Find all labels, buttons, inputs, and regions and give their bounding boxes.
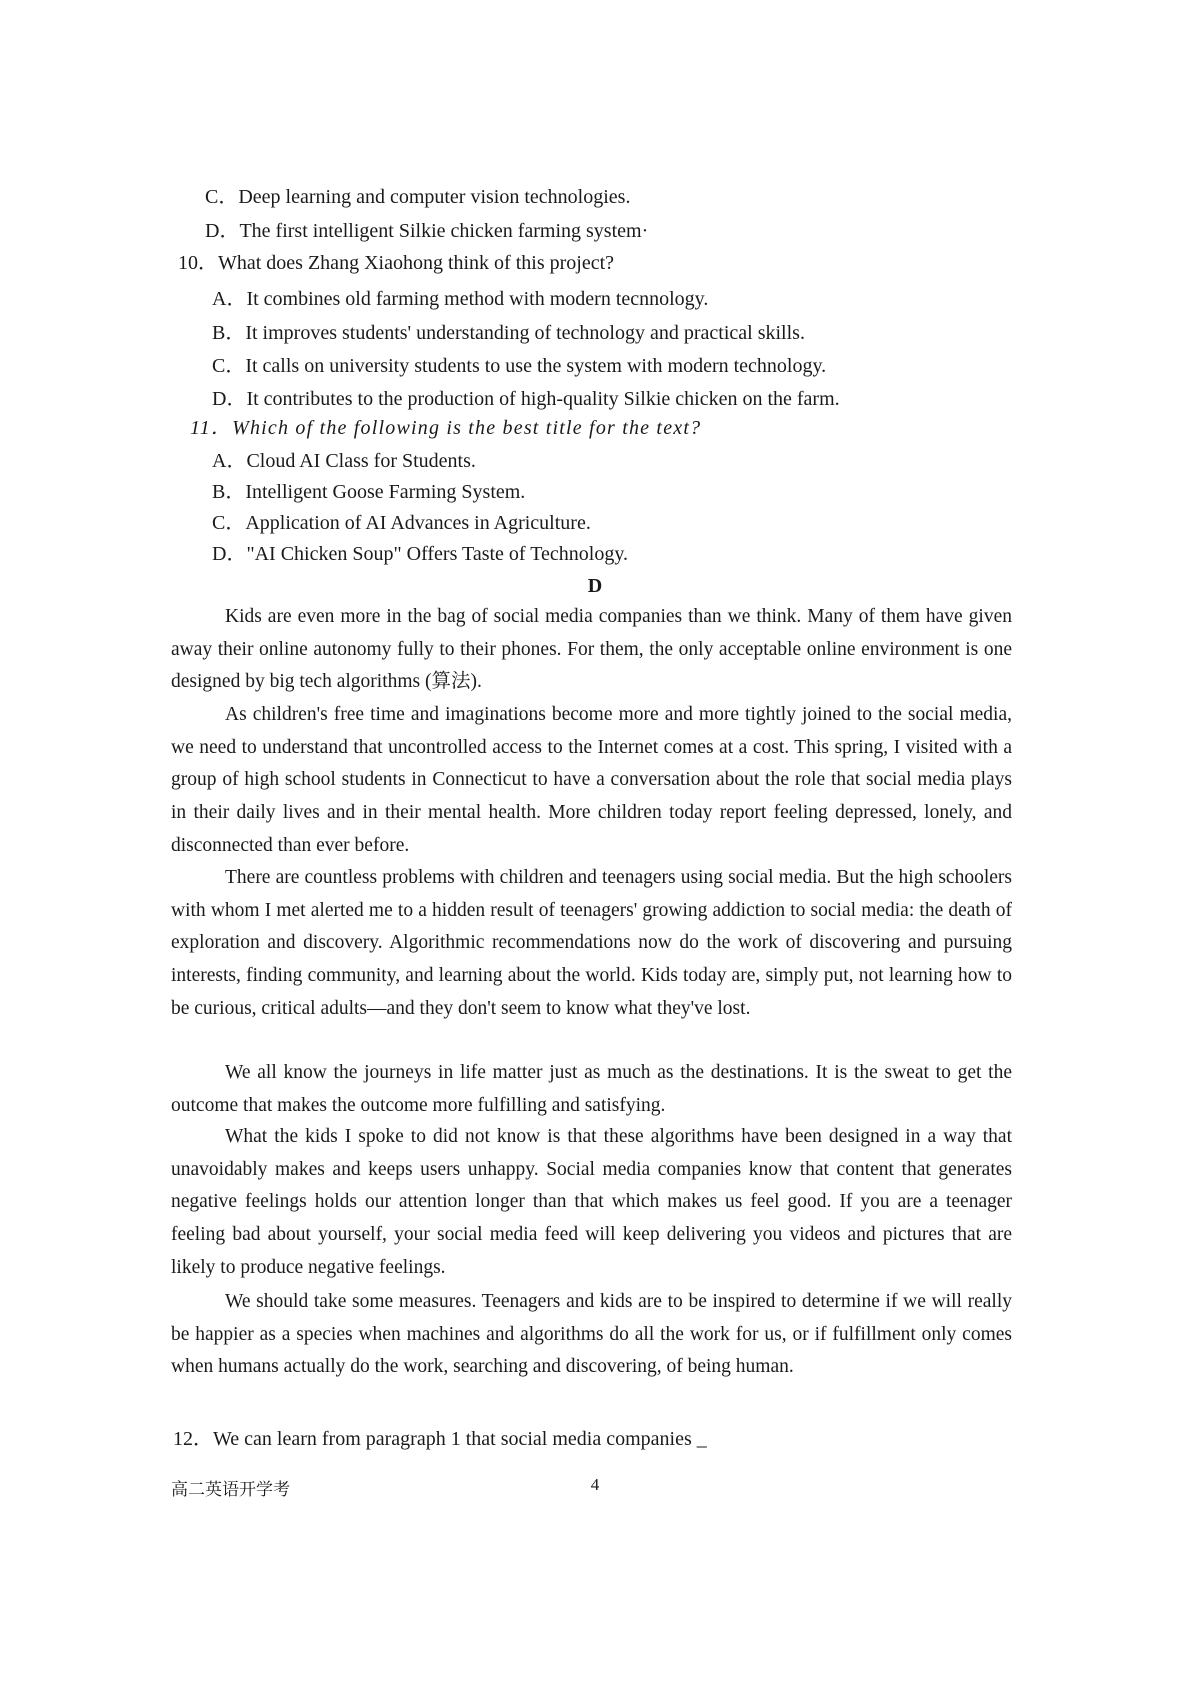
q11-option-c: C．Application of AI Advances in Agriculture. xyxy=(212,512,591,534)
passage-paragraph-5: What the kids I spoke to did not know is that these algorithms have been designed in a way that unavoidably makes and keeps users unhappy. Social media companies know that content that generates negative feelings holds our attention longer than that which makes us feel good. If you are a teenager feeling bad about yourself, your social media feed will keep delivering you videos and pictures that are likely to produce negative feelings. xyxy=(171,1126,1012,1278)
q10-option-d: D．It contributes to the production of high-quality Silkie chicken on the farm. xyxy=(212,388,840,410)
footer-exam-name: 高二英语开学考 xyxy=(171,1480,290,1499)
section-d-heading: D xyxy=(587,575,603,597)
q10-option-c: C．It calls on university students to use the system with modern technology. xyxy=(212,355,827,377)
q10-option-a: A．It combines old farming method with modern tecnnology. xyxy=(212,288,709,310)
passage-paragraph-6: We should take some measures. Teenagers and kids are to be inspired to determine if we will really be happier as a species when machines and algorithms do all the work for us, or if fulfillment only comes when humans actually do the work, searching and discovering, of being human. xyxy=(171,1291,1012,1378)
q12-stem: 12．We can learn from paragraph 1 that social media companies _ xyxy=(173,1428,707,1450)
passage-paragraph-4: We all know the journeys in life matter just as much as the destinations. It is the sweat to get the outcome that makes the outcome more fulfilling and satisfying. xyxy=(171,1062,1012,1116)
q10-option-b: B．It improves students' understanding of technology and practical skills. xyxy=(212,322,805,344)
q11-stem: 11．Which of the following is the best title for the text? xyxy=(190,417,702,439)
q11-option-d: D．"AI Chicken Soup" Offers Taste of Technology. xyxy=(212,543,629,565)
q11-option-a: A．Cloud AI Class for Students. xyxy=(212,450,476,472)
passage-paragraph-3: There are countless problems with children and teenagers using social media. But the high schoolers with whom I met alerted me to a hidden result of teenagers' growing addiction to social media: the death of exploration and discovery. Algorithmic recommendations now do the work of discovering and pursuing interests, finding community, and learning about the world. Kids today are, simply put, not learning how to be curious, critical adults—and they don't seem to know what they've lost. xyxy=(171,867,1012,1019)
passage-paragraph-2: As children's free time and imaginations become more and more tightly joined to the social media, we need to understand that uncontrolled access to the Internet comes at a cost. This spring, I visited with a group of high school students in Connecticut to have a conversation about the role that social media plays in their daily lives and in their mental health. More children today report feeling depressed, lonely, and disconnected than ever before. xyxy=(171,704,1012,856)
q11-option-b: B．Intelligent Goose Farming System. xyxy=(212,481,526,503)
page-number: 4 xyxy=(590,1475,600,1494)
q9-option-d: D．The first intelligent Silkie chicken farming system· xyxy=(205,220,649,242)
q9-option-c: C．Deep learning and computer vision technologies. xyxy=(205,186,631,208)
passage-paragraph-1: Kids are even more in the bag of social media companies than we think. Many of them have given away their online autonomy fully to their phones. For them, the only acceptable online environment is one designed by big tech algorithms (算法). xyxy=(171,606,1012,693)
q10-stem: 10．What does Zhang Xiaohong think of this project? xyxy=(178,252,615,274)
